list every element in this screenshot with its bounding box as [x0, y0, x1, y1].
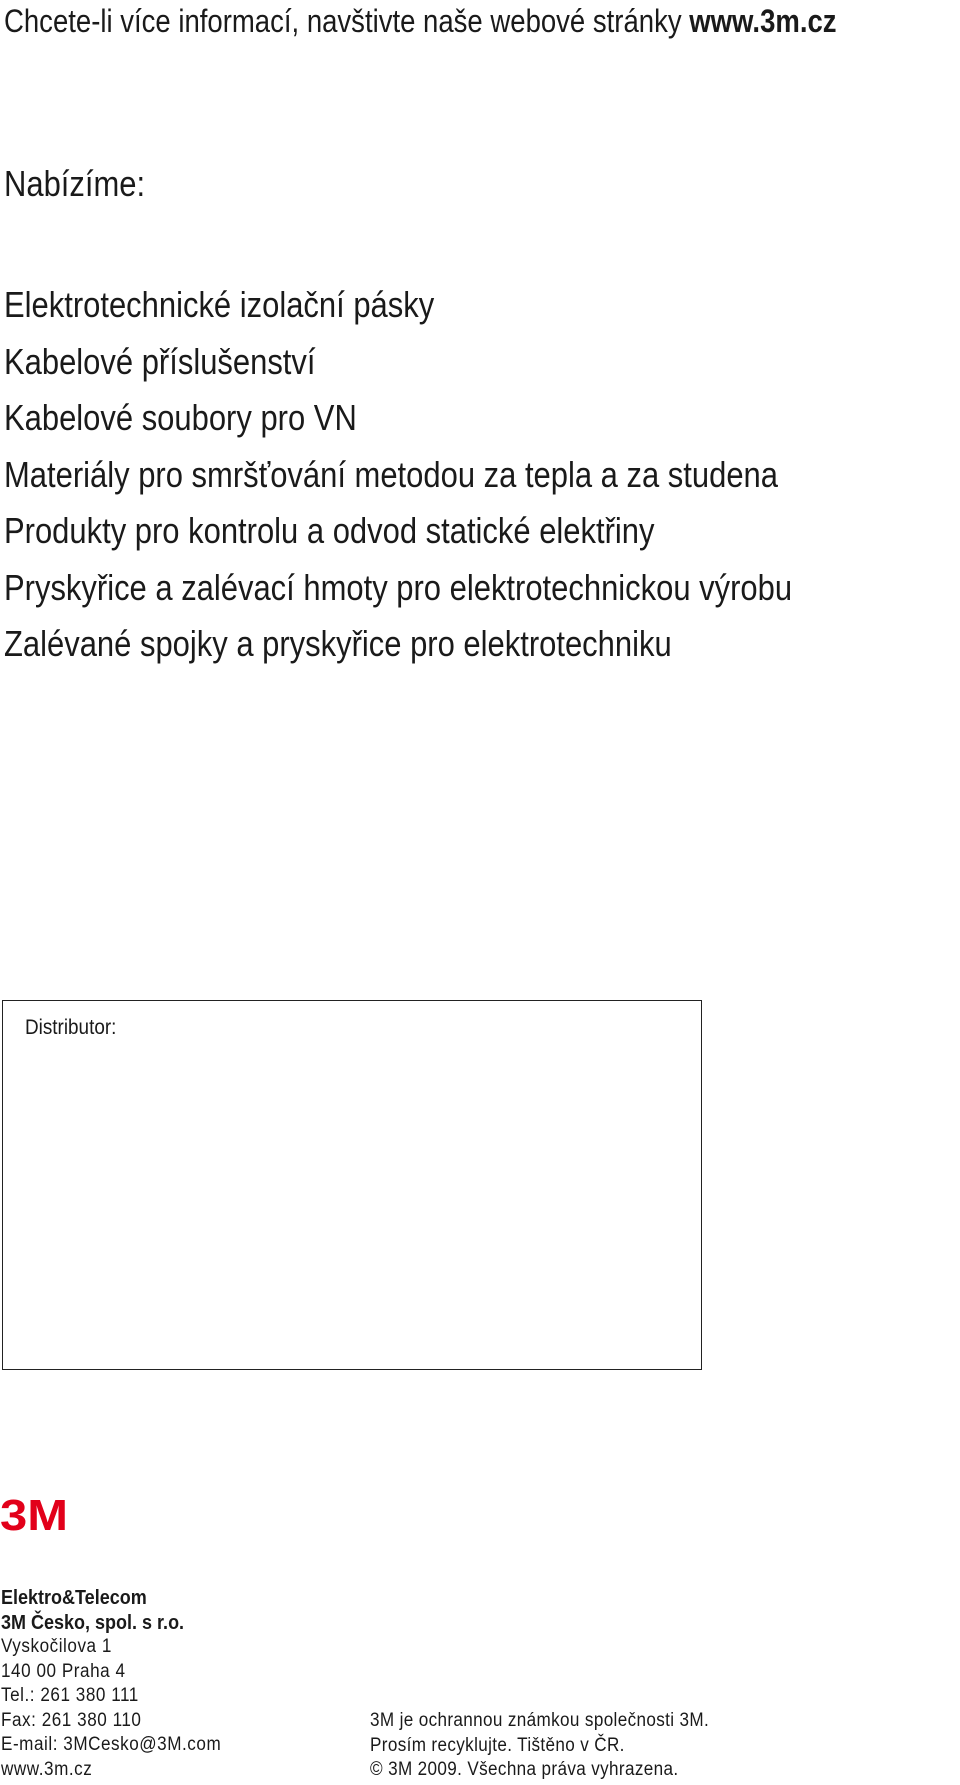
company-city: 140 00 Praha 4	[1, 1660, 126, 1682]
offer-heading: Nabízíme:	[4, 163, 146, 204]
product-item: Pryskyřice a zalévací hmoty pro elektrotechnickou výrobu	[4, 566, 793, 608]
trademark-notice: 3M je ochrannou známkou společnosti 3M.	[370, 1710, 710, 1731]
intro-line	[4, 2, 837, 40]
company-address-block	[1, 1586, 221, 1782]
company-website[interactable]: www.3m.cz	[1, 1758, 93, 1780]
product-item: Zalévané spojky a pryskyřice pro elektrotechniku	[4, 623, 672, 664]
3m-logo-mark: 3M	[0, 1496, 68, 1534]
company-name: 3M Česko, spol. s r.o.	[1, 1611, 185, 1634]
product-item: Materiály pro smršťování metodou za tepla a za studena	[4, 453, 778, 495]
product-item: Elektrotechnické izolační pásky	[4, 284, 435, 325]
recycle-notice: Prosím recyklujte. Tištěno v ČR.	[370, 1734, 625, 1756]
legal-notice-block	[370, 1709, 709, 1783]
company-tel: Tel.: 261 380 111	[1, 1685, 139, 1706]
product-item: Kabelové soubory pro VN	[4, 397, 357, 438]
company-street: Vyskočilova 1	[1, 1636, 112, 1657]
product-list	[4, 277, 920, 673]
intro-website-link[interactable]: www.3m.cz	[689, 3, 837, 39]
product-item: Kabelové příslušenství	[4, 340, 316, 382]
company-email[interactable]: E-mail: 3MCesko@3M.com	[1, 1734, 222, 1755]
company-fax: Fax: 261 380 110	[1, 1709, 142, 1731]
distributor-box	[2, 1000, 702, 1370]
copyright-notice: © 3M 2009. Všechna práva vyhrazena.	[370, 1759, 679, 1780]
3m-logo	[0, 1496, 70, 1534]
company-division: Elektro&Telecom	[1, 1587, 147, 1609]
intro-text: Chcete-li více informací, navštivte naše webové stránky	[4, 3, 690, 39]
product-item: Produkty pro kontrolu a odvod statické elektřiny	[4, 510, 655, 551]
distributor-label: Distributor:	[25, 1016, 117, 1039]
